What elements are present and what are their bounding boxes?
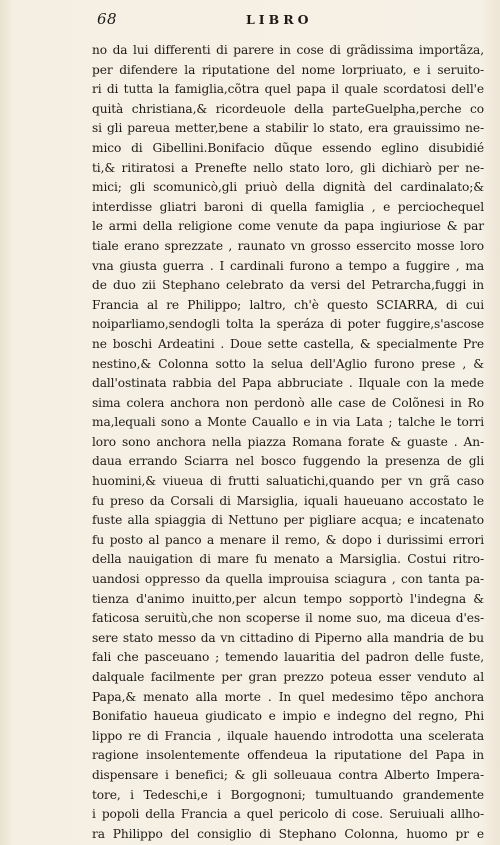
text-line: mico di Gibellini.Bonifacio dũque essendo eglino disubidié	[92, 140, 484, 155]
text-line: si gli pareua metter,bene a stabilir lo stato, era grauissimo ne-	[92, 121, 484, 136]
text-line: lippo re di Francia , ilquale hauendo introdotta una scelerata	[92, 728, 484, 743]
text-line: fali che pasceuano ; temendo lauaritia del padron delle fuste,	[92, 650, 484, 665]
text-line: le armi della religione come venute da papa ingiuriose & par	[92, 219, 484, 234]
text-line: ti,& ritiratosi a Prenefte nello stato loro, gli dichiarò per ne-	[92, 160, 484, 175]
running-head: LIBRO	[246, 12, 313, 27]
text-line: fu preso da Corsali di Marsiglia, iquali haueuano accostato le	[92, 493, 484, 508]
text-line: ragione insolentemente offendeua la riputatione del Papa in	[92, 748, 484, 763]
text-line: sere stato messo da vn cittadino di Piperno alla mandria de bu	[92, 630, 484, 645]
text-line: sima colera anchora non perdonò alle case de Colõnesi in Ro	[92, 395, 484, 410]
text-line: loro sono anchora nella piazza Romana forate & guaste . An-	[92, 434, 484, 449]
text-line: Francia al re Philippo; laltro, ch'è questo SCIARRA, di cui	[92, 297, 484, 312]
text-line: tienza d'animo inuitto,per alcun tempo sopportò l'indegna &	[92, 591, 484, 606]
text-line: ra Philippo del consiglio di Stephano Colonna, huomo pr e	[92, 826, 484, 841]
text-line: faticosa seruitù,che non scoperse il nome suo, ma diceua d'es-	[92, 611, 484, 626]
text-line: per difendere la riputatione del nome lorpriuato, e i seruito-	[92, 62, 484, 77]
text-line: fu posto al panco a menare il remo, & dopo i durissimi errori	[92, 532, 484, 547]
text-line: uandosi oppresso da quella improuisa sciagura , con tanta pa-	[92, 572, 484, 587]
text-line: no da lui differenti di parere in cose di grãdissima importãza,	[92, 43, 484, 57]
text-line: Papa,& menato alla morte . In quel medesimo tẽpo anchora	[92, 689, 484, 704]
text-line: mici; gli scomunicò,gli priuò della dignità del cardinalato;&	[92, 180, 484, 195]
text-line: dall'ostinata rabbia del Papa abbruciate . Ilquale con la mede	[92, 376, 484, 391]
text-line: nestino,& Colonna sotto la selua dell'Aglio furono prese , &	[92, 356, 484, 371]
text-line: tiale erano sprezzate , raunato vn grosso essercito mosse loro	[92, 238, 484, 253]
text-line: huomini,& viueua di frutti saluatichi,quando per vn grã caso	[92, 474, 484, 489]
page-header	[0, 10, 500, 36]
text-line: della nauigation di mare fu menato a Marsiglia. Costui ritro-	[92, 552, 484, 567]
text-line: Bonifatio haueua giudicato e impio e indegno del regno, Phi	[92, 709, 484, 724]
text-line: quità christiana,& ricordeuole della parteGuelpha,perche co	[92, 101, 484, 116]
body-text	[92, 41, 484, 844]
text-line: dispensare i benefici; & gli solleuaua contra Alberto Impera-	[92, 767, 484, 782]
text-line: fuste alla spiaggia di Nettuno per pigliare acqua; e incatenato	[92, 513, 484, 528]
text-line: ne boschi Ardeatini . Doue sette castella, & specialmente Pre	[92, 336, 484, 351]
text-line: daua errando Sciarra nel bosco fuggendo la presenza de gli	[92, 454, 484, 469]
text-line: vna giusta guerra . I cardinali furono a tempo a fuggire , ma	[92, 258, 484, 273]
text-line: dalquale facilmente per gran prezzo poteua esser venduto al	[92, 670, 484, 684]
text-line: noiparliamo,sendogli tolta la speráza di poter fuggire,s'ascose	[92, 317, 484, 332]
text-line: ri di tutta la famiglia,cõtra quel papa il quale scordatosi dell'e	[92, 82, 484, 97]
text-line: tore, i Tedeschi,e i Borgognoni; tumultuando grandemente	[92, 787, 484, 802]
text-line: de duo zii Stephano celebrato da versi del Petrarcha,fuggi in	[92, 278, 484, 293]
text-line: interdisse gliatri baroni di quella famiglia , e perciochequel	[92, 199, 484, 214]
text-line: i popoli della Francia a quel pericolo di cose. Seruiuali allho-	[92, 807, 484, 822]
text-line: ma,lequali sono a Monte Cauallo e in via Lata ; talche le torri	[92, 415, 484, 430]
page-number: 68	[97, 10, 118, 28]
